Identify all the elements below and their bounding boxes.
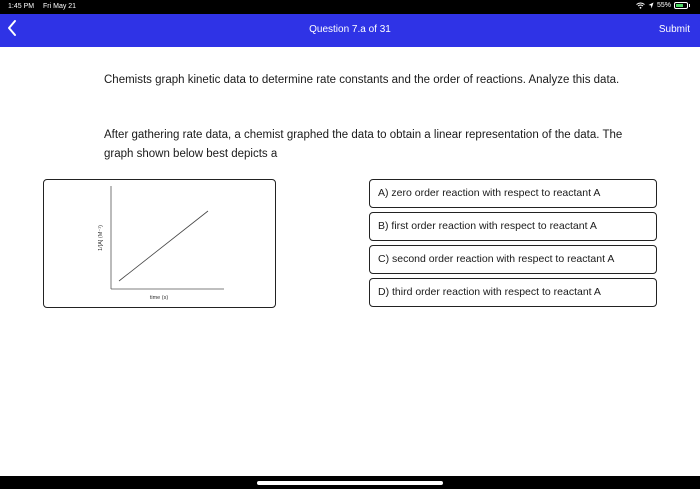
question-prompt: After gathering rate data, a chemist graphed the data to obtain a linear representation of the data. The graph shown below best depicts a [104, 129, 623, 160]
question-intro: Chemists graph kinetic data to determine rate constants and the order of reactions. Analyze this data. [104, 74, 620, 86]
y-axis-label: 1/[A] (M⁻¹) [98, 225, 104, 251]
choice-b-label: B) first order reaction with respect to reactant A [378, 220, 597, 232]
x-axis-label: time (s) [149, 295, 169, 301]
choice-a[interactable] [369, 179, 657, 208]
status-date: Fri May 21 [43, 3, 77, 10]
choice-d[interactable] [369, 278, 657, 307]
choice-a-label: A) zero order reaction with respect to reactant A [378, 187, 601, 199]
graph-box [43, 179, 276, 308]
status-bar [0, 0, 700, 14]
status-right [636, 2, 688, 9]
battery-icon [674, 2, 688, 9]
home-indicator[interactable] [257, 481, 443, 485]
choice-d-label: D) third order reaction with respect to reactant A [378, 286, 601, 298]
linear-graph [44, 180, 277, 309]
wifi-icon [636, 2, 645, 9]
question-counter: Question 7.a of 31 [309, 24, 391, 35]
battery-percent: 55% [656, 2, 671, 9]
choice-c[interactable] [369, 245, 657, 274]
nav-bar [0, 14, 700, 47]
data-line [119, 211, 208, 281]
location-icon [648, 2, 654, 9]
status-time: 1:45 PM [8, 3, 35, 10]
submit-button[interactable]: Submit [658, 24, 690, 35]
choice-b[interactable] [369, 212, 657, 241]
home-indicator-bar [0, 476, 700, 489]
choice-c-label: C) second order reaction with respect to reactant A [378, 253, 615, 265]
